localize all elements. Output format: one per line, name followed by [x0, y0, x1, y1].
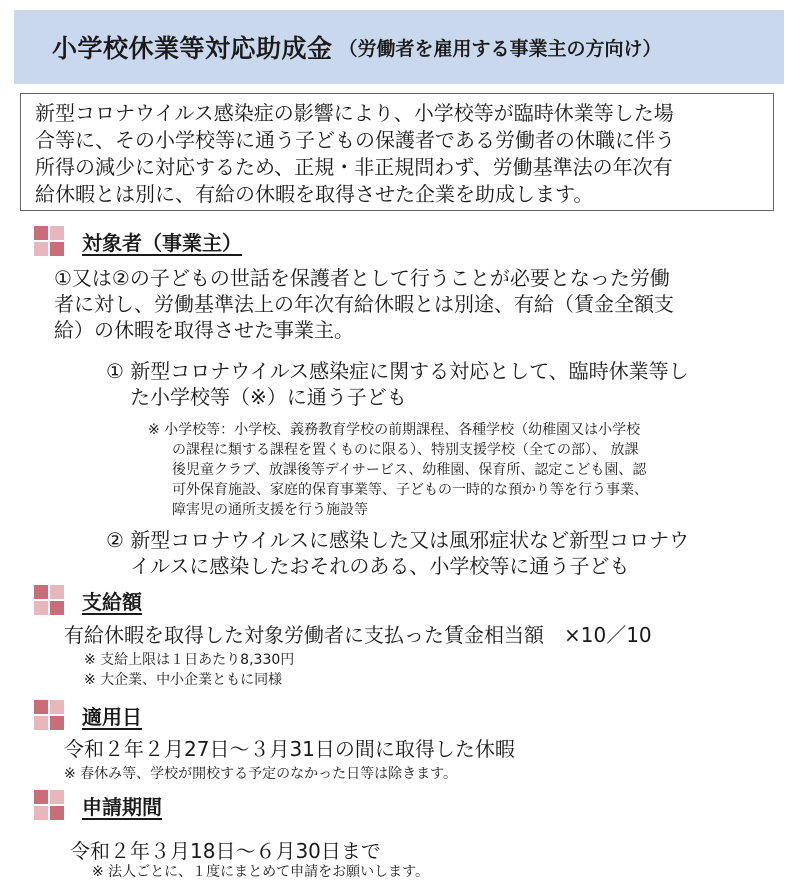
note-line: 障害児の通所支援を行う施設等	[172, 502, 368, 518]
page-title: 小学校休業等対応助成金	[52, 34, 333, 63]
note-line: 可外保育施設、家庭的保育事業等、子どもの一時的な預かり等を行う事業、	[172, 482, 648, 498]
section-title: 申請期間	[82, 794, 162, 819]
text-line: ①又は②の子どもの世話を保護者として行うことが必要となった労働	[54, 266, 670, 290]
section-title: 対象者（事業主）	[82, 230, 242, 255]
text-line: ② 新型コロナウイルスに感染した又は風邪症状など新型コロナウ	[106, 528, 690, 552]
section-squares-icon	[34, 700, 64, 730]
section-amount-heading	[34, 585, 142, 615]
intro-line: 給休暇とは別に、有給の休暇を取得させた企業を助成します。	[35, 182, 594, 206]
note-line: ※ 大企業、中小企業ともに同様	[84, 672, 283, 688]
title-banner	[14, 10, 784, 84]
section-title: 適用日	[82, 704, 142, 729]
text-line: 者に対し、労働基準法上の年次有給休暇とは別途、有給（賃金全額支	[54, 292, 674, 316]
intro-line: 合等に、その小学校等に通う子どもの保護者である労働者の休職に伴う	[35, 128, 675, 152]
note-line: 後児童クラブ、放課後等デイサービス、幼稚園、保育所、認定こども園、認	[172, 462, 647, 478]
section-title: 支給額	[82, 589, 142, 614]
intro-line: 新型コロナウイルス感染症の影響により、小学校等が臨時休業等した場	[35, 101, 674, 125]
amount-body: 有給休暇を取得した対象労働者に支払った賃金相当額 ×10／10	[64, 623, 652, 647]
target-item-2	[106, 527, 776, 579]
text-line: た小学校等（※）に通う子ども	[130, 385, 407, 409]
text-line: ① 新型コロナウイルス感染症に関する対応として、臨時休業等し	[106, 359, 689, 383]
period-body: 令和２年３月18日～６月30日まで	[70, 839, 381, 863]
text-line: 給）の休暇を取得させた事業主。	[54, 318, 354, 342]
note-line: の課程に類する課程を置くものに限る）、特別支援学校（全ての部）、 放課	[172, 442, 639, 458]
page-subtitle: （労働者を雇用する事業主の方向け）	[338, 37, 662, 60]
apply-date-body: 令和２年２月27日～３月31日の間に取得した休暇	[64, 737, 515, 761]
text-line: イルスに感染したおそれのある、小学校等に通う子ども	[130, 554, 630, 578]
intro-box	[20, 93, 774, 211]
target-body	[54, 265, 774, 343]
section-squares-icon	[34, 585, 64, 615]
amount-notes	[84, 650, 684, 690]
section-apply-date-heading	[34, 700, 142, 730]
section-period-heading	[34, 790, 162, 820]
note-line: ※ 小学校等：小学校、義務教育学校の前期課程、各種学校（幼稚園又は小学校	[148, 422, 641, 438]
section-squares-icon	[34, 226, 64, 256]
apply-date-note: ※ 春休み等、学校が開校する予定のなかった日等は除きます。	[64, 766, 458, 782]
section-target-heading	[34, 226, 242, 256]
period-note: ※ 法人ごとに、１度にまとめて申請をお願いします。	[92, 864, 430, 880]
target-note	[148, 420, 778, 520]
note-line: ※ 支給上限は１日あたり8,330円	[84, 652, 295, 668]
section-squares-icon	[34, 790, 64, 820]
intro-line: 所得の減少に対応するため、正規・非正規問わず、労働基準法の年次有	[35, 155, 673, 179]
target-item-1	[106, 358, 776, 410]
